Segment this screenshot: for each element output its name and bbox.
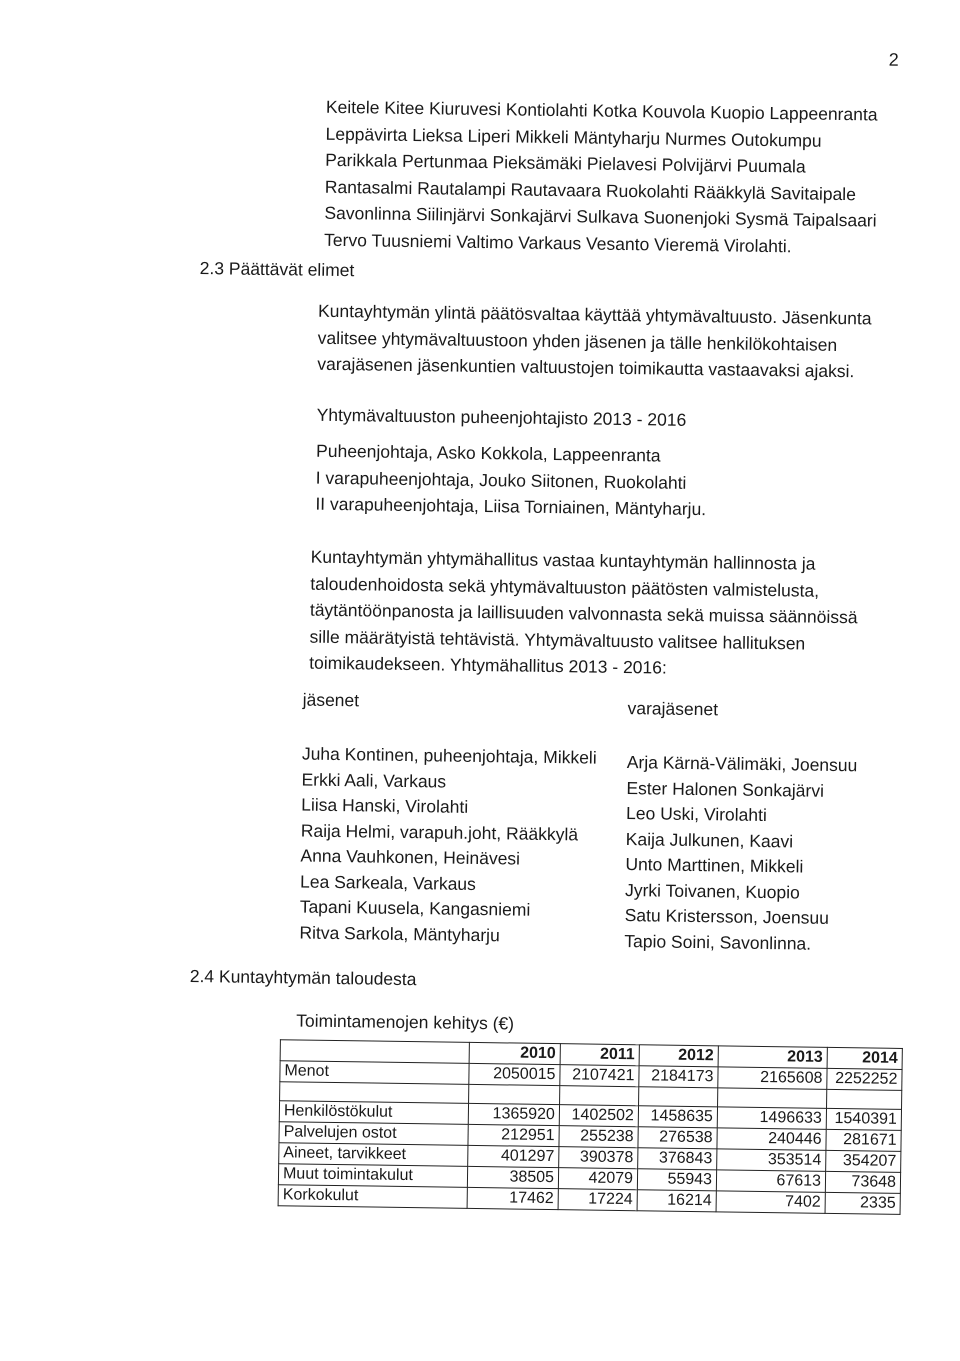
operating-expenses-table xyxy=(278,1039,903,1215)
row-label: Palvelujen ostot xyxy=(279,1122,468,1146)
board-member: Juha Kontinen, puheenjohtaja, Mikkeli xyxy=(301,743,597,768)
section-heading-2-4: 2.4 Kuntayhtymän taloudesta xyxy=(189,965,417,990)
empty-cell xyxy=(718,1088,827,1109)
table-cell: 2050015 xyxy=(469,1063,560,1085)
table-cell: 354207 xyxy=(826,1150,901,1172)
board-member: Raija Helmi, varapuh.joht, Rääkkylä xyxy=(300,820,579,844)
year-header: 2014 xyxy=(827,1047,902,1069)
table-cell: 16214 xyxy=(637,1190,716,1212)
board-deputy: Kaija Julkunen, Kaavi xyxy=(625,828,794,851)
table-cell: 17224 xyxy=(558,1189,637,1211)
council-paragraph xyxy=(317,298,872,385)
table-cell: 2184173 xyxy=(639,1066,718,1088)
municipality-list xyxy=(324,94,878,261)
table-cell: 42079 xyxy=(558,1168,637,1190)
table-cell: 2335 xyxy=(825,1192,900,1214)
page-number: 2 xyxy=(888,49,899,70)
table-cell: 1540391 xyxy=(826,1108,901,1130)
empty-cell xyxy=(560,1086,639,1106)
members-heading: jäsenet xyxy=(302,689,360,711)
table-cell: 390378 xyxy=(559,1147,638,1169)
council-presidium-heading: Yhtymävaltuuston puheenjohtajisto 2013 - 2016 xyxy=(316,404,687,430)
paragraph-line: sille määrätyistä tehtävistä. Yhtymävaltuusto valitsee hallituksen xyxy=(309,626,806,654)
table-cell: 55943 xyxy=(637,1169,716,1191)
table-cell: 2252252 xyxy=(827,1068,902,1090)
year-header: 2013 xyxy=(718,1046,827,1069)
board-deputy: Unto Marttinen, Mikkeli xyxy=(625,854,804,877)
paragraph-line: Kuntayhtymän ylintä päätösvaltaa käyttää yhtymävaltuusto. Jäsenkunta xyxy=(317,300,872,329)
row-label: Korkokulut xyxy=(278,1185,467,1209)
board-deputy: Arja Kärnä-Välimäki, Joensuu xyxy=(626,752,858,776)
table-corner-cell xyxy=(280,1040,469,1064)
row-label: Menot xyxy=(280,1061,469,1085)
board-member: Erkki Aali, Varkaus xyxy=(301,769,447,792)
table-cell: 212951 xyxy=(468,1124,559,1146)
board-member: Tapani Kuusela, Kangasniemi xyxy=(299,896,531,920)
municipality-line: Tervo Tuusniemi Valtimo Varkaus Vesanto Vieremä Virolahti. xyxy=(323,229,792,257)
table-cell: 353514 xyxy=(717,1149,826,1172)
paragraph-line: Kuntayhtymän yhtymähallitus vastaa kuntayhtymän hallinnosta ja xyxy=(310,546,816,574)
table-cell: 240446 xyxy=(717,1128,826,1151)
board-paragraph xyxy=(309,544,859,684)
board-deputies-list xyxy=(624,750,857,957)
year-header: 2011 xyxy=(560,1044,639,1066)
presidium-member: I varapuheenjohtaja, Jouko Siitonen, Ruokolahti xyxy=(315,467,687,493)
table-cell: 1458635 xyxy=(638,1106,717,1128)
table-cell: 67613 xyxy=(716,1170,825,1193)
paragraph-line: toimikaudekseen. Yhtymähallitus 2013 - 2016: xyxy=(309,652,667,678)
board-members-list xyxy=(299,742,597,950)
table-cell: 17462 xyxy=(467,1187,558,1209)
year-header: 2012 xyxy=(639,1045,718,1067)
deputies-heading: varajäsenet xyxy=(627,698,719,720)
municipality-line: Parikkala Pertunmaa Pieksämäki Pielavesi Polvijärvi Puumala xyxy=(325,149,806,177)
row-label: Aineet, tarvikkeet xyxy=(279,1143,468,1167)
table-cell: 376843 xyxy=(638,1148,717,1170)
board-member: Lea Sarkeala, Varkaus xyxy=(299,871,477,894)
row-label: Henkilöstökulut xyxy=(279,1101,468,1125)
board-deputy: Tapio Soini, Savonlinna. xyxy=(624,930,812,954)
year-header: 2010 xyxy=(469,1042,560,1064)
table-cell: 401297 xyxy=(468,1145,559,1167)
paragraph-line: täytäntöönpanosta ja laillisuuden valvonnasta sekä muissa säännöissä xyxy=(309,599,858,628)
empty-cell xyxy=(280,1082,469,1104)
table-cell: 2107421 xyxy=(560,1065,639,1087)
table-cell: 2165608 xyxy=(718,1067,827,1090)
board-member: Ritva Sarkola, Mäntyharju xyxy=(299,922,500,945)
table-cell: 38505 xyxy=(467,1166,558,1188)
empty-cell xyxy=(469,1084,560,1104)
empty-cell xyxy=(827,1089,902,1109)
council-presidium-list xyxy=(315,438,707,523)
board-deputy: Leo Uski, Virolahti xyxy=(625,803,767,826)
presidium-member: Puheenjohtaja, Asko Kokkola, Lappeenranta xyxy=(316,440,661,466)
paragraph-line: taloudenhoidosta sekä yhtymävaltuuston päätösten valmistelusta, xyxy=(310,573,820,601)
table-cell: 255238 xyxy=(559,1126,638,1148)
table-cell: 1365920 xyxy=(468,1103,559,1125)
board-deputy: Ester Halonen Sonkajärvi xyxy=(626,777,825,801)
municipality-line: Leppävirta Lieksa Liperi Mikkeli Mäntyharju Nurmes Outokumpu xyxy=(325,123,822,151)
table-cell: 73648 xyxy=(825,1171,900,1193)
presidium-member: II varapuheenjohtaja, Liisa Torniainen, Mäntyharju. xyxy=(315,493,707,520)
table-cell: 281671 xyxy=(826,1129,901,1151)
row-label: Muut toimintakulut xyxy=(278,1164,467,1188)
paragraph-line: varajäsenen jäsenkuntien valtuustojen toimikautta vastaavaksi ajaksi. xyxy=(317,353,855,382)
municipality-line: Savonlinna Siilinjärvi Sonkajärvi Sulkava Suonenjoki Sysmä Taipalsaari xyxy=(324,203,877,231)
table-cell: 1496633 xyxy=(717,1107,826,1130)
municipality-line: Keitele Kitee Kiuruvesi Kontiolahti Kotka Kouvola Kuopio Lappeenranta xyxy=(325,96,878,125)
board-member: Anna Vauhkonen, Heinävesi xyxy=(300,845,521,869)
section-heading-2-3: 2.3 Päättävät elimet xyxy=(199,258,355,281)
municipality-line: Rantasalmi Rautalampi Rautavaara Ruokolahti Rääkkylä Savitaipale xyxy=(324,176,857,204)
paragraph-line: valitsee yhtymävaltuustoon yhden jäsenen ja tälle henkilökohtaisen xyxy=(317,327,838,355)
table-cell: 7402 xyxy=(716,1191,825,1214)
table-cell: 276538 xyxy=(638,1127,717,1149)
table-cell: 1402502 xyxy=(559,1105,638,1127)
board-deputy: Jyrki Toivanen, Kuopio xyxy=(624,879,800,902)
board-deputy: Satu Kristersson, Joensuu xyxy=(624,905,830,928)
board-member: Liisa Hanski, Virolahti xyxy=(301,794,469,817)
empty-cell xyxy=(639,1087,718,1107)
table-title: Toimintamenojen kehitys (€) xyxy=(296,1010,515,1034)
